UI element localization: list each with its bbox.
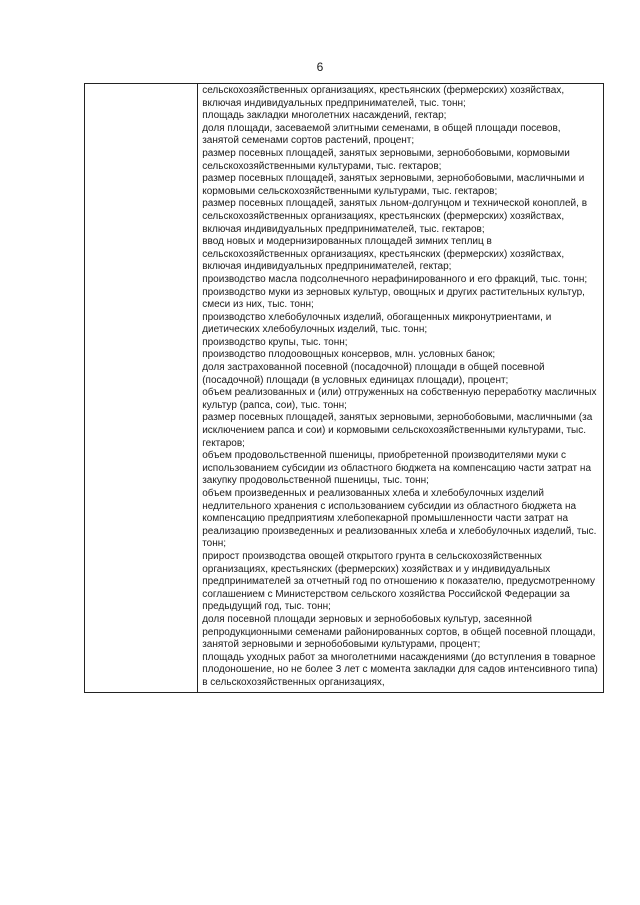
indicator-item: производство масла подсолнечного нерафинированного и его фракций, тыс. тонн; bbox=[202, 273, 588, 285]
indicator-item: объем произведенных и реализованных хлеба и хлебобулочных изделий недлительного хранения с использованием субсидии из областного бюджета на компенсацию предприятиям хлебопекарной промышленности части затрат на реализацию произведенных и реализованных хлеба и хлебобулочных изделий, тыс. тонн; bbox=[202, 488, 597, 550]
indicators-list bbox=[198, 84, 603, 692]
document-table bbox=[84, 83, 604, 693]
indicator-item: производство плодоовощных консервов, млн. условных банок; bbox=[202, 349, 496, 361]
indicator-item: производство хлебобулочных изделий, обогащенных микронутриентами, и диетических хлебобулочных изделий, тыс. тонн; bbox=[202, 311, 552, 336]
indicator-item: объем реализованных и (или) отгруженных на собственную переработку масличных культур (рапса, сои), тыс. тонн; bbox=[202, 387, 597, 411]
page-number: 6 bbox=[316, 60, 324, 74]
indicator-item: доля посевной площади зерновых и зернобобовых культур, засеянной репродукционными семенами районированных сортов, в общей посевной площади, занятой зерновыми и зернобобовыми культурами, процент; bbox=[202, 613, 596, 651]
indicator-item: размер посевных площадей, занятых зерновыми, зернобобовыми, кормовыми сельскохозяйственными культурами, тыс. гектаров; bbox=[202, 147, 570, 172]
indicator-item: сельскохозяйственных организациях, крестьянских (фермерских) хозяйствах, включая индивидуальных предпринимателей, тыс. тонн; bbox=[202, 85, 565, 109]
indicator-item: размер посевных площадей, занятых зерновыми, зернобобовыми, масличными (за исключением рапса и сои) и кормовыми сельскохозяйственными культурами, тыс. гектаров; bbox=[202, 412, 593, 449]
table-row bbox=[85, 84, 604, 693]
indicator-item: размер посевных площадей, занятых зерновыми, зернобобовыми, масличными и кормовыми сельскохозяйственными культурами, тыс. гектаров; bbox=[202, 173, 585, 197]
indicator-item: размер посевных площадей, занятых льном-долгунцом и технической коноплей, в сельскохозяйственных организациях, крестьянских (фермерских) хозяйствах, включая индивидуальных предпринимателей, тыс. гектаров; bbox=[202, 198, 588, 235]
indicator-item: доля площади, засеваемой элитными семенами, в общей площади посевов, занятой семенами сортов растений, процент; bbox=[202, 122, 561, 147]
indicator-item: прирост производства овощей открытого грунта в сельскохозяйственных организациях, крестьянских (фермерских) хозяйствах и у индивидуальных предпринимателей за отчетный год по отношению к показателю, предусмотренному соглашением с Министерством сельского хозяйства Российской Федерации за предыдущий год, тыс. тонн; bbox=[202, 550, 596, 613]
indicator-item: площадь уходных работ за многолетними насаждениями (до вступления в товарное плодоношение, но не более 3 лет с момента закладки для садов интенсивного типа) в сельскохозяйственных организациях, bbox=[202, 651, 598, 688]
indicator-item: производство муки из зерновых культур, овощных и других растительных культур, смеси из них, тыс. тонн; bbox=[202, 286, 585, 311]
indicators-cell bbox=[198, 84, 604, 693]
indicator-item: объем продовольственной пшеницы, приобретенной производителями муки с использованием субсидии из областного бюджета на компенсацию части затрат на закупку продовольственной пшеницы, тыс. тонн; bbox=[202, 450, 592, 487]
indicator-item: производство крупы, тыс. тонн; bbox=[202, 336, 348, 348]
indicator-item: ввод новых и модернизированных площадей зимних теплиц в сельскохозяйственных организациях, крестьянских (фермерских) хозяйствах, включая индивидуальных предпринимателей, гектар; bbox=[202, 236, 565, 273]
left-cell bbox=[85, 84, 198, 693]
indicator-item: площадь закладки многолетних насаждений, гектар; bbox=[202, 110, 447, 122]
indicator-item: доля застрахованной посевной (посадочной) площади в общей посевной (посадочной) площади (в условных единицах площади), процент; bbox=[202, 362, 545, 386]
